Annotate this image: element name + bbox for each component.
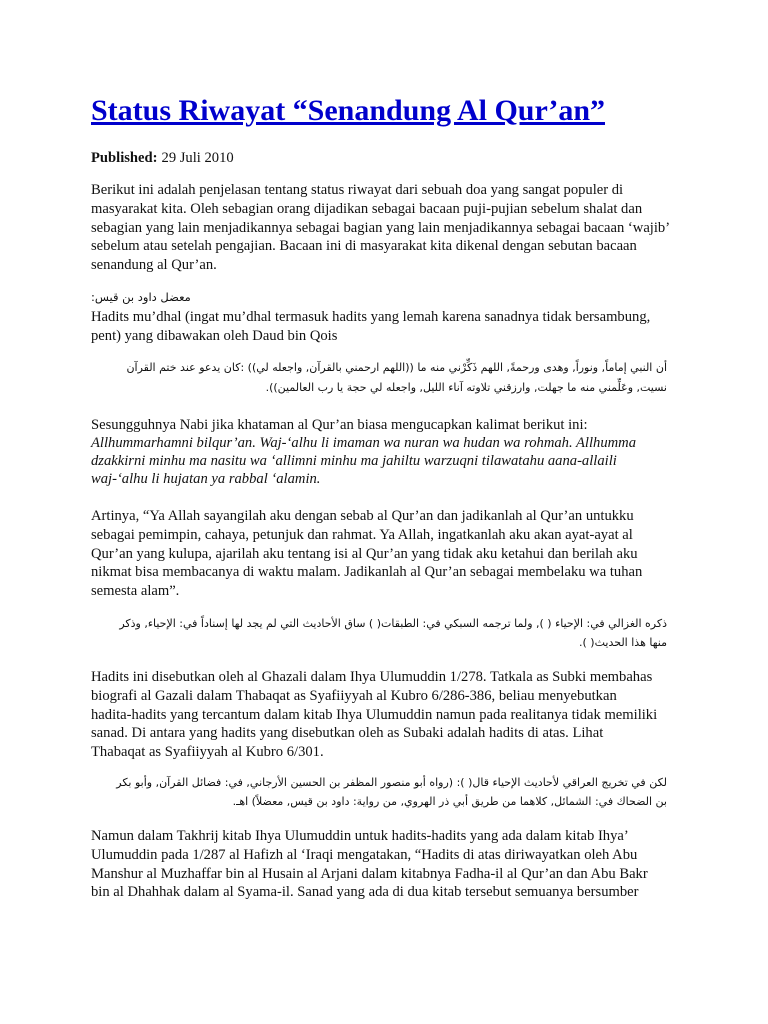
arabic-label: معضل داود بن قيس:: [91, 290, 191, 304]
arabic-line: نسيت, وعَلِّمني منه ما جهلت, وارزقني تلاوته آناء الليل, واجعله لي حجة يا رب العالمين)).: [265, 381, 667, 394]
text-line: Artinya, “Ya Allah sayangilah aku dengan sebab al Qur’an dan jadikanlah al Qur’an untukku: [91, 508, 634, 524]
article-title-link[interactable]: Status Riwayat “Senandung Al Qur’an”: [91, 94, 605, 127]
arabic-line: بن الضحاك في: الشمائل, كلاهما من طريق أبي ذر الهروي, من رواية: داود بن قيس, معضلاً) اهـ.: [232, 795, 667, 808]
text-line: nikmat bisa membacanya di waktu malam. Jadikanlah al Qur’an sebagai membelaku wa tuhan: [91, 564, 643, 581]
text-line: pent) yang dibawakan oleh Daud bin Qois: [91, 327, 338, 344]
recitation-lead: Sesungguhnya Nabi jika khataman al Qur’an biasa mengucapkan kalimat berikut ini:: [91, 417, 588, 433]
published-date: 29 Juli 2010: [161, 150, 234, 166]
ghazali-paragraph: [91, 668, 667, 762]
takhrij-paragraph: [91, 827, 667, 902]
arabic-quote-1: [91, 358, 667, 398]
arabic-line: أن النبي إماماً, ونوراً, وهدى ورحمةً, اللهم ذَكِّرْني منه ما ((اللهم ارحمني بالقرآن, واجعله لي)) :كان يدعو عند ختم القرآن: [126, 361, 667, 374]
text-line: Qur’an yang kulupa, ajarilah aku tentang isi al Qur’an yang tidak aku ketahui dan berilah aku: [91, 545, 638, 562]
text-line: Hadits mu’dhal (ingat mu’dhal termasuk hadits yang lemah karena sanadnya tidak bersambung,: [91, 309, 651, 325]
text-line: Manshur al Muzhaffar bin al Husain al Arjani dalam kitabnya Fadha-il al Qur’an dan Abu Bakr: [91, 865, 648, 882]
text-line: Namun dalam Takhrij kitab Ihya Ulumuddin untuk hadits-hadits yang ada dalam kitab Ihya’: [91, 828, 629, 844]
arabic-quote-3: [91, 773, 667, 811]
text-line: sanad. Di antara yang hadits yang disebutkan oleh as Subaki adalah hadits di atas. Lihat: [91, 725, 604, 742]
text-line: masyarakat kita. Oleh sebagian orang dijadikan sebagai bacaan puji-pujian sebelum shalat dan: [91, 200, 643, 217]
transliteration-line: dzakkirni minhu ma nasitu wa ‘allimni minhu ma jahiltu warzuqni tilawatahu aana-allaili: [91, 453, 617, 469]
arabic-line: لكن في تخريج العراقي لأحاديث الإحياء قال( ): (رواه أبو منصور المظفر بن الحسين الأرجاني, في: فضائل القرآن, وأبو بكر: [116, 776, 667, 789]
arabic-line: ذكره الغزالي في: الإحياء ( ), ولما ترجمه السبكي في: الطبقات( ) ساق الأحاديث التي لم يجد لها إسناداً في: الإحياء, وذكر: [119, 617, 667, 630]
text-line: Berikut ini adalah penjelasan tentang status riwayat dari sebuah doa yang sangat populer di: [91, 182, 624, 198]
text-line: Ulumuddin pada 1/287 al Hafizh al ‘Iraqi mengatakan, “Hadits di atas diriwayatkan oleh Abu: [91, 846, 638, 863]
text-line: sebelum atau setelah pengajian. Bacaan ini di masyarakat kita dikenal dengan sebutan bacaan: [91, 238, 637, 255]
text-line: senandung al Qur’an.: [91, 257, 217, 274]
arabic-line: منها هذا الحديث( ).: [579, 636, 667, 649]
transliteration-line: Allhummarhamni bilqur’an. Waj-‘alhu li imaman wa nuran wa hudan wa rohmah. Allhumma: [91, 435, 636, 451]
text-line: Thabaqat as Syafiiyyah al Kubro 6/301.: [91, 744, 324, 760]
intro-paragraph: [91, 181, 671, 275]
transliteration-line: waj-‘alhu li hujatan ya rabbal ‘alamin.: [91, 471, 321, 487]
recitation-paragraph: [91, 416, 667, 488]
text-line: hadita-hadits yang tercantum dalam kitab Ihya Ulumuddin namun pada realitanya tidak memiliki: [91, 706, 658, 723]
text-line: sebagai pemimpin, cahaya, petunjuk dan rahmat. Ya Allah, ingatkanlah aku akan ayat-ayat al: [91, 526, 633, 543]
text-line: sebagian yang lain menjadikannya sebagai bagian yang lain menjadikannya sebagai bacaan ‘wajib’: [91, 219, 671, 236]
published-line: [91, 149, 667, 168]
text-line: bin al Dhahhak dalam al Syama-il. Sanad yang ada di dua kitab tersebut semuanya bersumber: [91, 884, 639, 901]
text-line: semesta alam”.: [91, 583, 180, 599]
translation-paragraph: [91, 507, 667, 601]
published-label: Published:: [91, 150, 158, 166]
mudhal-paragraph: [91, 308, 667, 346]
text-line: biografi al Gazali dalam Thabaqat as Syafiiyyah al Kubro 6/286-386, beliau menyebutkan: [91, 687, 617, 704]
text-line: Hadits ini disebutkan oleh al Ghazali dalam Ihya Ulumuddin 1/278. Tatkala as Subki membahas: [91, 669, 653, 685]
arabic-quote-2: [91, 614, 667, 652]
